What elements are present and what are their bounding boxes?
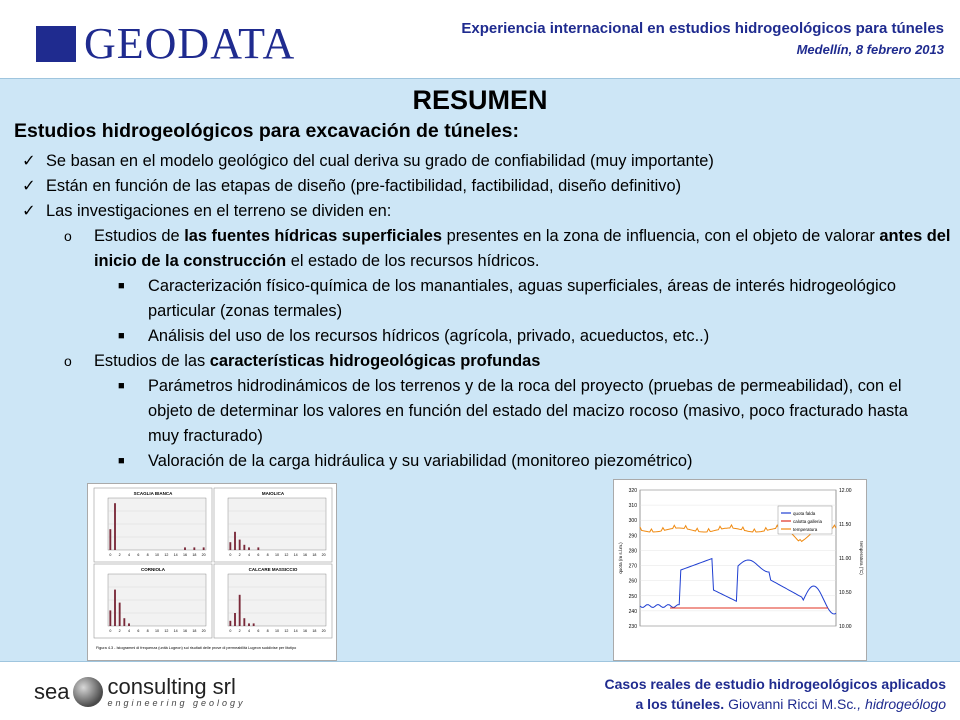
x-tick-label: 16 bbox=[303, 553, 307, 557]
circle-bullet-icon: o bbox=[64, 353, 72, 369]
y-left-tick: 300 bbox=[628, 518, 637, 525]
text-run: el estado de los recursos hídricos. bbox=[286, 252, 540, 270]
footer-author-name: Giovanni Ricci M.Sc bbox=[728, 696, 854, 712]
x-tick-label: 14 bbox=[173, 629, 178, 633]
legend-label: temperatura bbox=[793, 527, 818, 532]
content-panel bbox=[0, 78, 960, 662]
x-tick-label: 18 bbox=[192, 553, 197, 557]
x-tick-label: 8 bbox=[146, 553, 149, 557]
x-tick-label: 14 bbox=[293, 629, 298, 633]
x-tick-label: 14 bbox=[173, 553, 178, 557]
legend-label: calotta galleria bbox=[793, 519, 823, 524]
histogram-bar bbox=[119, 603, 121, 626]
text-run-bold: las fuentes hídricas superficiales bbox=[184, 227, 443, 245]
histogram-bar bbox=[193, 547, 195, 550]
x-tick-label: 2 bbox=[118, 629, 121, 633]
x-tick-label: 20 bbox=[321, 629, 326, 633]
histograms-svg bbox=[88, 484, 338, 662]
x-tick-label: 6 bbox=[137, 553, 140, 557]
list-item-text: Están en función de las etapas de diseño (pre-factibilidad, factibilidad, diseño definitivo) bbox=[46, 177, 682, 195]
y-left-tick: 280 bbox=[628, 548, 637, 555]
logo-sea-text: sea bbox=[34, 679, 70, 704]
x-tick-label: 12 bbox=[284, 553, 289, 557]
y-right-tick: 10.50 bbox=[839, 590, 852, 596]
geodata-logo bbox=[36, 19, 296, 68]
y-left-tick: 240 bbox=[628, 608, 637, 615]
lugeon-histograms-figure bbox=[87, 483, 337, 661]
y-right-label: temperatura (°C) bbox=[859, 541, 864, 575]
y-right-tick: 12.00 bbox=[839, 488, 852, 494]
histogram-bar bbox=[128, 623, 130, 626]
y-left-label: quota (m s.l.m.) bbox=[618, 542, 623, 574]
text-run-bold: antes del inicio de la construcción bbox=[94, 227, 951, 270]
x-tick-label: 12 bbox=[164, 553, 169, 557]
square-bullet-icon: ■ bbox=[118, 455, 125, 467]
y-left-tick: 270 bbox=[628, 563, 637, 570]
histogram-bar bbox=[248, 547, 250, 550]
list-item-text bbox=[94, 224, 954, 274]
x-tick-label: 6 bbox=[137, 629, 140, 633]
square-bullet-icon: ■ bbox=[118, 330, 125, 342]
timeseries-svg bbox=[614, 480, 868, 662]
y-left-tick: 260 bbox=[628, 578, 637, 585]
logo-consulting-text: consulting srl bbox=[107, 674, 236, 699]
y-left-tick: 250 bbox=[628, 593, 637, 600]
histogram-bar bbox=[109, 610, 111, 626]
x-tick-label: 0 bbox=[109, 553, 112, 557]
x-tick-label: 4 bbox=[128, 553, 130, 557]
histogram-bar bbox=[239, 540, 241, 550]
header bbox=[0, 0, 960, 78]
list-item bbox=[0, 374, 960, 449]
list-item-text bbox=[94, 349, 954, 374]
x-tick-label: 20 bbox=[321, 553, 326, 557]
histogram-bar bbox=[123, 618, 125, 626]
y-right-tick: 11.00 bbox=[839, 556, 852, 562]
text-run: presentes en la zona de influencia, con el objeto de valorar bbox=[442, 227, 880, 245]
x-tick-label: 20 bbox=[201, 553, 206, 557]
x-tick-label: 8 bbox=[266, 629, 269, 633]
footer-author bbox=[636, 696, 947, 712]
list-item bbox=[0, 174, 960, 199]
x-tick-label: 18 bbox=[192, 629, 197, 633]
y-left-tick: 230 bbox=[628, 624, 637, 630]
legend-label: quota falda bbox=[793, 511, 816, 516]
y-right-tick: 10.00 bbox=[839, 624, 852, 630]
x-tick-label: 2 bbox=[238, 553, 241, 557]
checkmark-icon: ✓ bbox=[22, 177, 36, 195]
histogram-bar bbox=[248, 623, 250, 626]
text-run: Estudios de las bbox=[94, 352, 210, 370]
x-tick-label: 12 bbox=[164, 629, 169, 633]
list-item-text: Análisis del uso de los recursos hídricos (agrícola, privado, acueductos, etc..) bbox=[148, 327, 710, 345]
y-left-tick: 320 bbox=[628, 488, 637, 494]
histogram-bar bbox=[114, 590, 116, 626]
list-item-text: Valoración de la carga hidráulica y su variabilidad (monitoreo piezométrico) bbox=[148, 452, 693, 470]
footer-bold-text: a los túneles. bbox=[635, 696, 725, 712]
histogram-bar bbox=[229, 542, 231, 550]
histogram-title: CALCARE MASSICCIO bbox=[248, 567, 298, 572]
sea-consulting-logo bbox=[34, 676, 246, 708]
x-tick-label: 6 bbox=[257, 553, 260, 557]
x-tick-label: 8 bbox=[266, 553, 269, 557]
section-subtitle: Estudios hidrogeológicos para excavación de túneles: bbox=[14, 120, 519, 142]
square-bullet-icon: ■ bbox=[118, 280, 125, 292]
x-tick-label: 2 bbox=[238, 629, 241, 633]
y-left-tick: 310 bbox=[628, 503, 637, 510]
x-tick-label: 0 bbox=[109, 629, 112, 633]
histogram-bar bbox=[229, 621, 231, 626]
histogram-bar bbox=[234, 613, 236, 626]
x-tick-label: 16 bbox=[303, 629, 307, 633]
histogram-bar bbox=[239, 595, 241, 626]
figure-caption: Figura 4.3 - Istogrammi di frequenza (unità Lugeon) sui risultati delle prove di permeabilità Lugeon suddivise per litotipo bbox=[96, 646, 297, 650]
header-title: Experiencia internacional en estudios hidrogeológicos para túneles bbox=[461, 20, 944, 37]
logo-consulting-block bbox=[107, 676, 245, 708]
x-tick-label: 18 bbox=[312, 553, 317, 557]
circle-bullet-icon: o bbox=[64, 228, 72, 244]
logo-square-icon bbox=[36, 26, 76, 62]
histogram-title: MAIOLICA bbox=[261, 491, 285, 496]
x-tick-label: 10 bbox=[275, 629, 279, 633]
x-tick-label: 10 bbox=[275, 553, 279, 557]
footer-title: Casos reales de estudio hidrogeológicos aplicados bbox=[604, 676, 946, 692]
x-tick-label: 0 bbox=[229, 629, 232, 633]
checkmark-icon: ✓ bbox=[22, 152, 36, 170]
list-item-text: Parámetros hidrodinámicos de los terrenos y de la roca del proyecto (pruebas de permeabilidad), con el objeto de determinar los valores en función del estado del macizo rocoso (masivo, poco fracturado hasta muy fracturado) bbox=[148, 377, 908, 445]
x-tick-label: 20 bbox=[201, 629, 206, 633]
x-tick-label: 18 bbox=[312, 629, 317, 633]
y-right-tick: 11.50 bbox=[839, 522, 852, 528]
text-run-bold: características hidrogeológicas profundas bbox=[209, 352, 541, 370]
histogram-bar bbox=[109, 529, 111, 550]
header-date: Medellín, 8 febrero 2013 bbox=[796, 42, 944, 57]
list-item-text: Se basan en el modelo geológico del cual deriva su grado de confiabilidad (muy importante) bbox=[46, 152, 714, 170]
list-item bbox=[0, 349, 960, 374]
y-left-tick: 290 bbox=[628, 533, 637, 540]
footer bbox=[0, 662, 960, 720]
globe-icon bbox=[73, 677, 103, 707]
histogram-bar bbox=[234, 532, 236, 550]
x-tick-label: 4 bbox=[248, 553, 250, 557]
x-tick-label: 4 bbox=[128, 629, 130, 633]
list-item bbox=[0, 224, 960, 274]
list-item-text: Caracterización físico-química de los manantiales, aguas superficiales, áreas de interés hidrogeológico particular (zonas termales) bbox=[148, 277, 896, 320]
bullet-list bbox=[0, 149, 960, 474]
x-tick-label: 14 bbox=[293, 553, 298, 557]
x-tick-label: 12 bbox=[284, 629, 289, 633]
histogram-bar bbox=[184, 547, 186, 550]
x-tick-label: 8 bbox=[146, 629, 149, 633]
footer-role: ., hidrogeólogo bbox=[853, 696, 946, 712]
histogram-title: SCAGLIA BIANCA bbox=[133, 491, 173, 496]
list-item bbox=[0, 274, 960, 324]
x-tick-label: 10 bbox=[155, 629, 159, 633]
histogram-bar bbox=[243, 545, 245, 550]
x-tick-label: 16 bbox=[183, 553, 187, 557]
x-tick-label: 4 bbox=[248, 629, 250, 633]
x-tick-label: 16 bbox=[183, 629, 187, 633]
histogram-title: CORNIOLA bbox=[141, 567, 165, 572]
list-item bbox=[0, 199, 960, 224]
text-run: Estudios de bbox=[94, 227, 185, 245]
logo-engineering-text: engineering geology bbox=[107, 698, 246, 708]
histogram-bar bbox=[114, 503, 116, 550]
square-bullet-icon: ■ bbox=[118, 380, 125, 392]
page-title: RESUMEN bbox=[412, 85, 548, 115]
histogram-bar bbox=[203, 547, 205, 550]
list-item bbox=[0, 324, 960, 349]
x-tick-label: 10 bbox=[155, 553, 159, 557]
x-tick-label: 2 bbox=[118, 553, 121, 557]
list-item-text: Las investigaciones en el terreno se dividen en: bbox=[46, 202, 392, 220]
histogram-bar bbox=[253, 623, 255, 626]
checkmark-icon: ✓ bbox=[22, 202, 36, 220]
histogram-bar bbox=[257, 547, 259, 550]
histogram-bar bbox=[243, 618, 245, 626]
list-item bbox=[0, 449, 960, 474]
list-item bbox=[0, 149, 960, 174]
piezometric-monitoring-figure bbox=[613, 479, 867, 661]
x-tick-label: 0 bbox=[229, 553, 232, 557]
x-tick-label: 6 bbox=[257, 629, 260, 633]
logo-text: GEODATA bbox=[84, 19, 296, 68]
